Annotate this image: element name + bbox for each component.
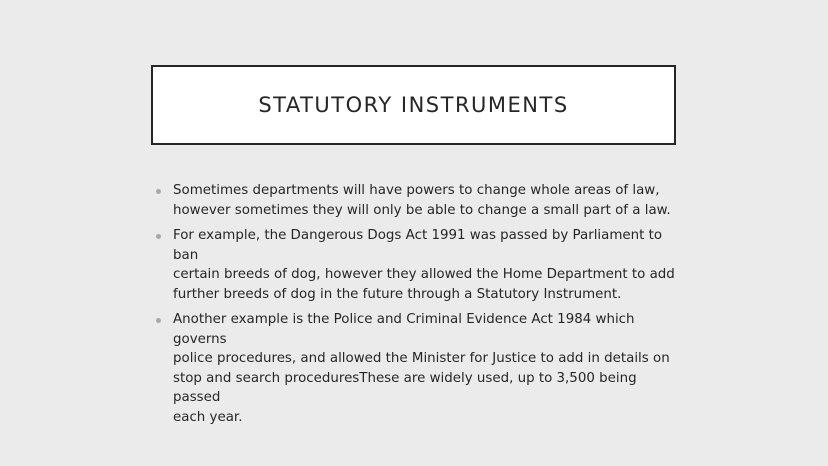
bullet-2-line-3: further breeds of dog in the future through a Statutory Instrument. [173,286,622,302]
bullet-3-line-3: stop and search proceduresThese are widely used, up to 3,500 being passed [173,370,637,405]
bullet-dot-icon [156,189,161,194]
bullet-dot-icon [156,318,161,323]
bullet-item-2 [155,226,685,304]
bullet-3-line-2: police procedures, and allowed the Minister for Justice to add in details on [173,351,670,366]
bullet-dot-icon [156,234,161,239]
title-box [151,65,676,145]
bullet-item-1 [155,181,685,220]
bullet-item-3 [155,310,685,427]
bullet-list [155,181,685,427]
bullet-2-line-1: For example, the Dangerous Dogs Act 1991 was passed by Parliament to ban [173,228,663,263]
bullet-3-line-4: each year. [173,409,243,425]
slide-title: STATUTORY INSTRUMENTS [258,93,569,117]
slide-content [155,181,685,433]
bullet-2-line-2: certain breeds of dog, however they allowed the Home Department to add [173,267,675,282]
bullet-1-line-2: however sometimes they will only be able to change a small part of a law. [173,202,671,218]
bullet-3-line-1: Another example is the Police and Criminal Evidence Act 1984 which governs [173,312,635,347]
bullet-1-line-1: Sometimes departments will have powers to change whole areas of law, [173,183,660,198]
